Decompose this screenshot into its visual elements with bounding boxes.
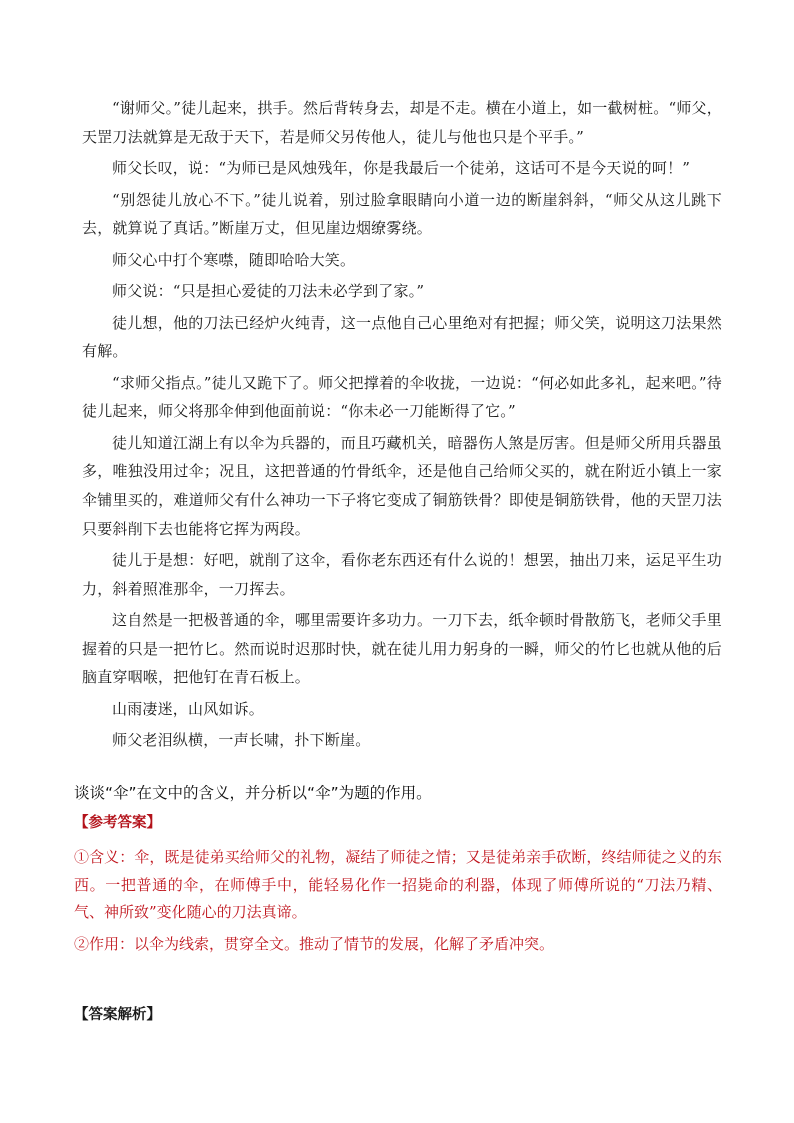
story-paragraph: 师父心中打个寒噤，随即哈哈大笑。 [112,250,356,269]
story-paragraph: “求师父指点。”徒儿又跪下了。师父把撑着的伞收拢，一边说：“何必如此多礼，起来吧。”待徒儿起来，师父将那伞伸到他面前说：“你未必一刀能断得了它。” [82,373,722,421]
story-text [82,94,722,758]
story-paragraph: 师父长叹，说：“为师已是风烛残年，你是我最后一个徒弟，这话可不是今天说的呵！” [112,159,691,178]
analysis-heading: 【答案解析】 [74,1007,161,1023]
story-paragraph: “别怨徒儿放心不下。”徒儿说着，别过脸拿眼睛向小道一边的断崖斜斜，“师父从这儿跳下去，就算说了真话。”断崖万丈，但见崖边烟缭雾绕。 [82,190,722,238]
answer-item: ②作用：以伞为线索，贯穿全文。推动了情节的发展，化解了矛盾冲突。 [74,934,555,953]
story-paragraph: 徒儿于是想：好吧，就削了这伞，看你老东西还有什么说的！想罢，抽出刀来，运足平生功力，斜着照准那伞，一刀挥去。 [82,551,722,598]
story-paragraph: “谢师父。”徒儿起来，拱手。然后背转身去，却是不走。横在小道上，如一截树桩。“师父，天罡刀法就算是无敌于天下，若是师父另传他人，徒儿与他也只是个平手。” [82,99,722,146]
answer-block [74,844,722,962]
story-paragraph: 徒儿想，他的刀法已经炉火纯青，这一点他自己心里绝对有把握；师父笑，说明这刀法果然有解。 [82,313,722,361]
answer-heading: 【参考答案】 [74,815,161,831]
story-paragraph: 这自然是一把极普通的伞，哪里需要许多功力。一刀下去，纸伞顿时骨散筋飞，老师父手里握着的只是一把竹匕。然而说时迟那时快，就在徒儿用力躬身的一瞬，师父的竹匕也就从他的后脑直穿咽喉，把他钉在青石板上。 [82,611,722,687]
story-paragraph: 师父老泪纵横，一声长啸，扑下断崖。 [112,731,371,750]
answer-item: ①含义：伞，既是徒弟买给师父的礼物，凝结了师徒之情；又是徒弟亲手砍断，终结师徒之义的东西。一把普通的伞，在师傅手中，能轻易化作一招毙命的利器，体现了师傅所说的“刀法乃精、气、神所致”变化随心的刀法真谛。 [74,848,722,921]
story-paragraph: 徒儿知道江湖上有以伞为兵器的，而且巧藏机关，暗器伤人煞是厉害。但是师父所用兵器虽多，唯独没用过伞；况且，这把普通的竹骨纸伞，还是他自己给师父买的，就在附近小镇上一家伞铺里买的，难道师父有什么神功一下子将它变成了铜筋铁骨？即使是铜筋铁骨，他的天罡刀法只要斜削下去也能将它挥为两段。 [82,433,722,538]
story-paragraph: 师父说：“只是担心爱徒的刀法未必学到了家。” [112,282,425,301]
question-text: 谈谈“伞”在文中的含义，并分析以“伞”为题的作用。 [74,784,432,802]
story-paragraph: 山雨凄迷，山风如诉。 [112,699,265,718]
